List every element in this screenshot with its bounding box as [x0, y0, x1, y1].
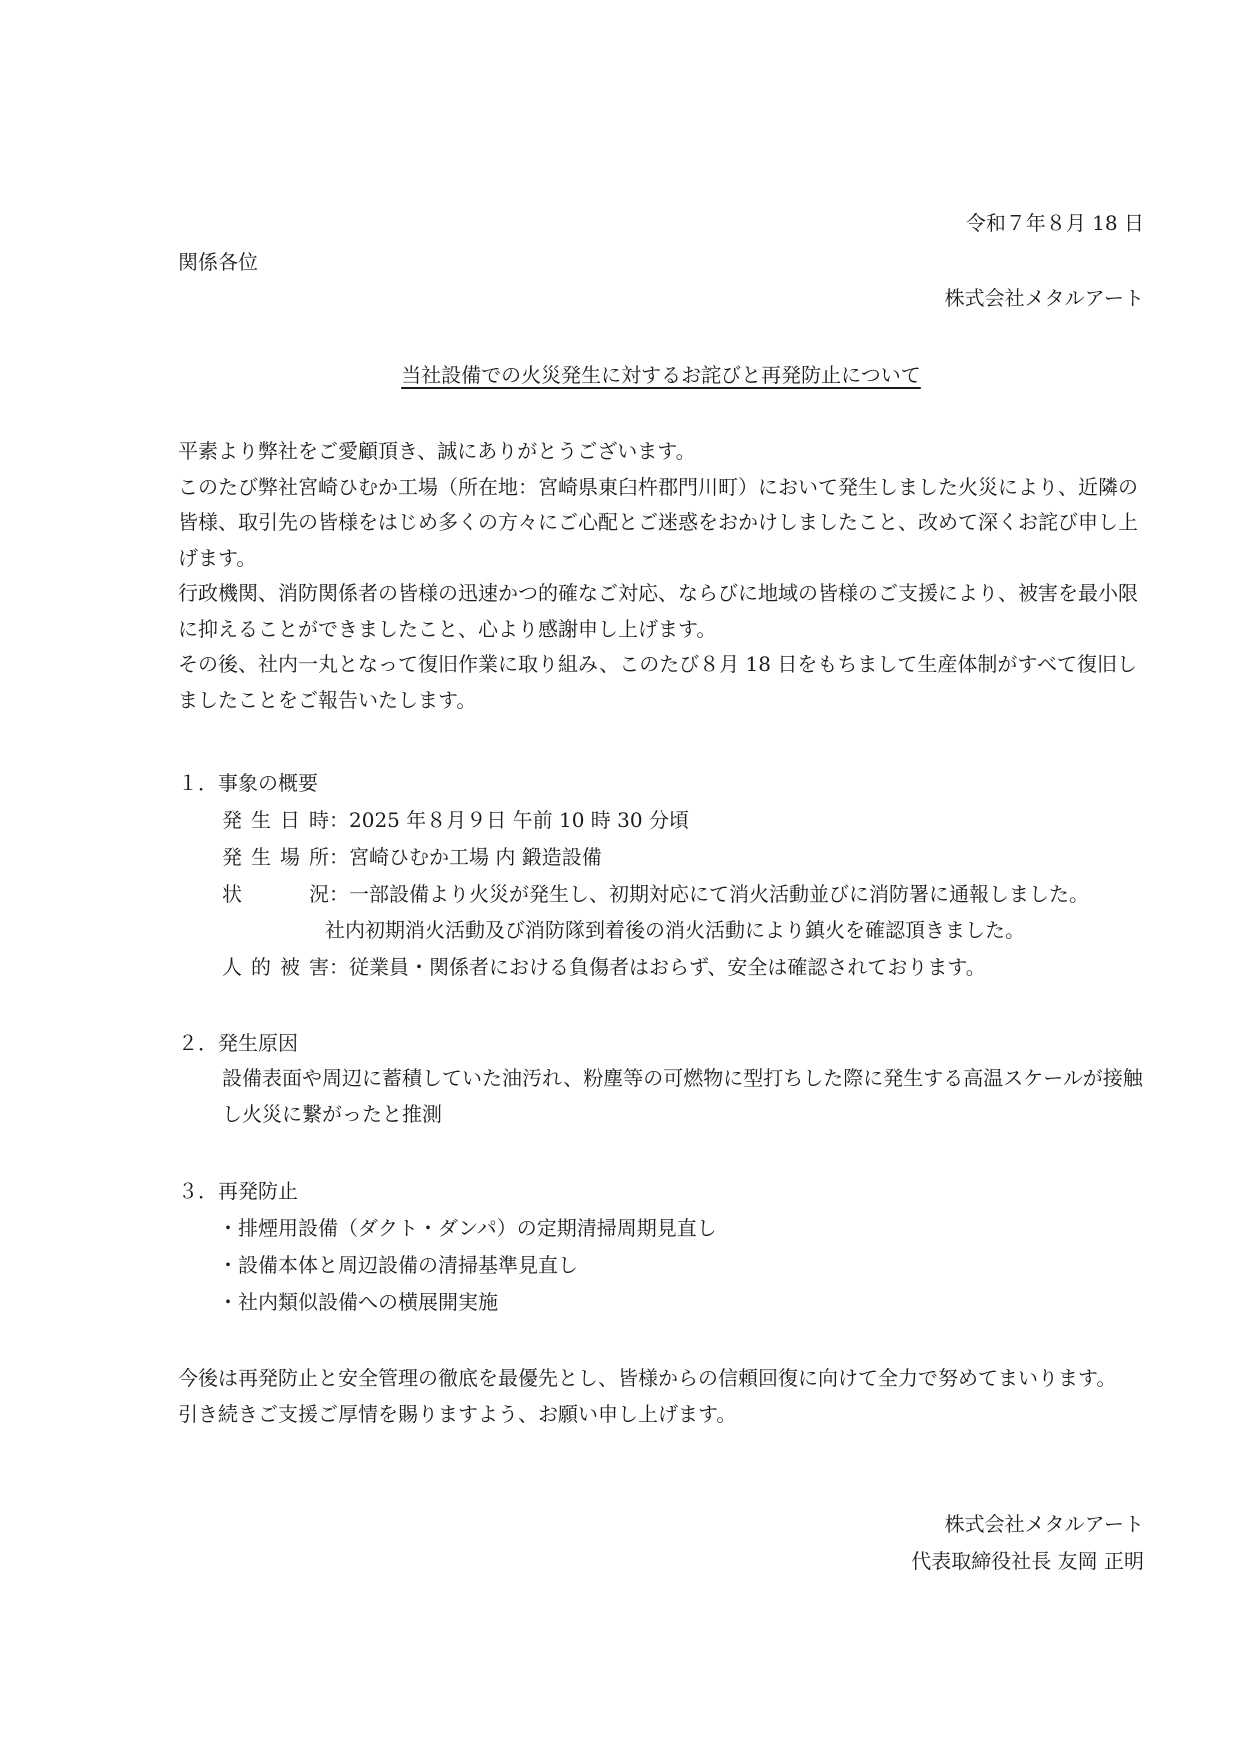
intro-block: [178, 434, 1144, 718]
section2-heading: ２．発生原因: [178, 1031, 298, 1055]
intro-paragraph-4: その後、社内一丸となって復旧作業に取り組み、このたび８月 18 日をもちまして生産体制がすべて復旧しましたことをご報告いたします。: [178, 652, 1137, 712]
event-label-datetime: 発生日時: [222, 808, 329, 832]
event-value-location: 宮崎ひむか工場 内 鍛造設備: [349, 845, 602, 869]
addressee: 関係各位: [178, 250, 258, 274]
prevention-item: ・社内類似設備への横展開実施: [218, 1290, 498, 1314]
prevention-item: ・設備本体と周辺設備の清掃基準見直し: [218, 1253, 578, 1277]
letter-date: 令和７年８月 18 日: [965, 211, 1144, 235]
closing-paragraph-1: 今後は再発防止と安全管理の徹底を最優先とし、皆様からの信頼回復に向けて全力で努めてまいります。: [178, 1366, 1117, 1390]
letter-page: [178, 0, 1144, 1753]
event-label-status: 状況: [222, 882, 329, 906]
colon: ：: [329, 845, 349, 869]
closing-block: [178, 1361, 1144, 1432]
event-row-datetime: [222, 808, 689, 832]
event-value-casualties: 従業員・関係者における負傷者はおらず、安全は確認されております。: [349, 955, 986, 979]
event-label-casualties: 人的被害: [222, 955, 329, 979]
intro-paragraph-1: 平素より弊社をご愛顧頂き、誠にありがとうございます。: [178, 439, 696, 463]
event-value-status-continued: 社内初期消火活動及び消防隊到着後の消火活動により鎮火を確認頂きました。: [325, 918, 1025, 942]
signature-representative: 代表取締役社長 友岡 正明: [911, 1549, 1144, 1573]
colon: ：: [329, 955, 349, 979]
colon: ：: [329, 808, 349, 832]
cause-description: 設備表面や周辺に蓄積していた油汚れ、粉塵等の可燃物に型打ちした際に発生する高温スケールが接触し火災に繋がったと推測: [222, 1066, 1143, 1126]
prevention-item: ・排煙用設備（ダクト・ダンパ）の定期清掃周期見直し: [218, 1216, 717, 1240]
letter-title: [178, 363, 1144, 387]
section1-heading: １．事象の概要: [178, 771, 318, 795]
letter-title-text: 当社設備での火災発生に対するお詫びと再発防止について: [401, 363, 921, 387]
event-value-status: 一部設備より火災が発生し、初期対応にて消火活動並びに消防署に通報しました。: [349, 882, 1089, 906]
section3-heading: ３．再発防止: [178, 1179, 298, 1203]
closing-paragraph-2: 引き続きご支援ご厚情を賜りますよう、お願い申し上げます。: [178, 1401, 737, 1426]
event-row-location: [222, 845, 602, 869]
colon: ：: [329, 882, 349, 906]
sender-company: 株式会社メタルアート: [944, 286, 1144, 310]
event-value-datetime: 2025 年８月９日 午前 10 時 30 分頃: [349, 808, 689, 832]
event-row-casualties: [222, 955, 986, 979]
intro-paragraph-3: 行政機関、消防関係者の皆様の迅速かつ的確なご対応、ならびに地域の皆様のご支援により、被害を最小限に抑えることができましたこと、心より感謝申し上げます。: [178, 581, 1138, 641]
signature-company: 株式会社メタルアート: [944, 1512, 1144, 1536]
event-label-location: 発生場所: [222, 845, 329, 869]
intro-paragraph-2: このたび弊社宮崎ひむか工場（所在地：宮崎県東臼杵郡門川町）において発生しました火災により、近隣の皆様、取引先の皆様をはじめ多くの方々にご心配とご迷惑をおかけしましたこと、改めて深くお詫び申し上げます。: [178, 474, 1138, 570]
event-row-status: [222, 882, 1089, 906]
